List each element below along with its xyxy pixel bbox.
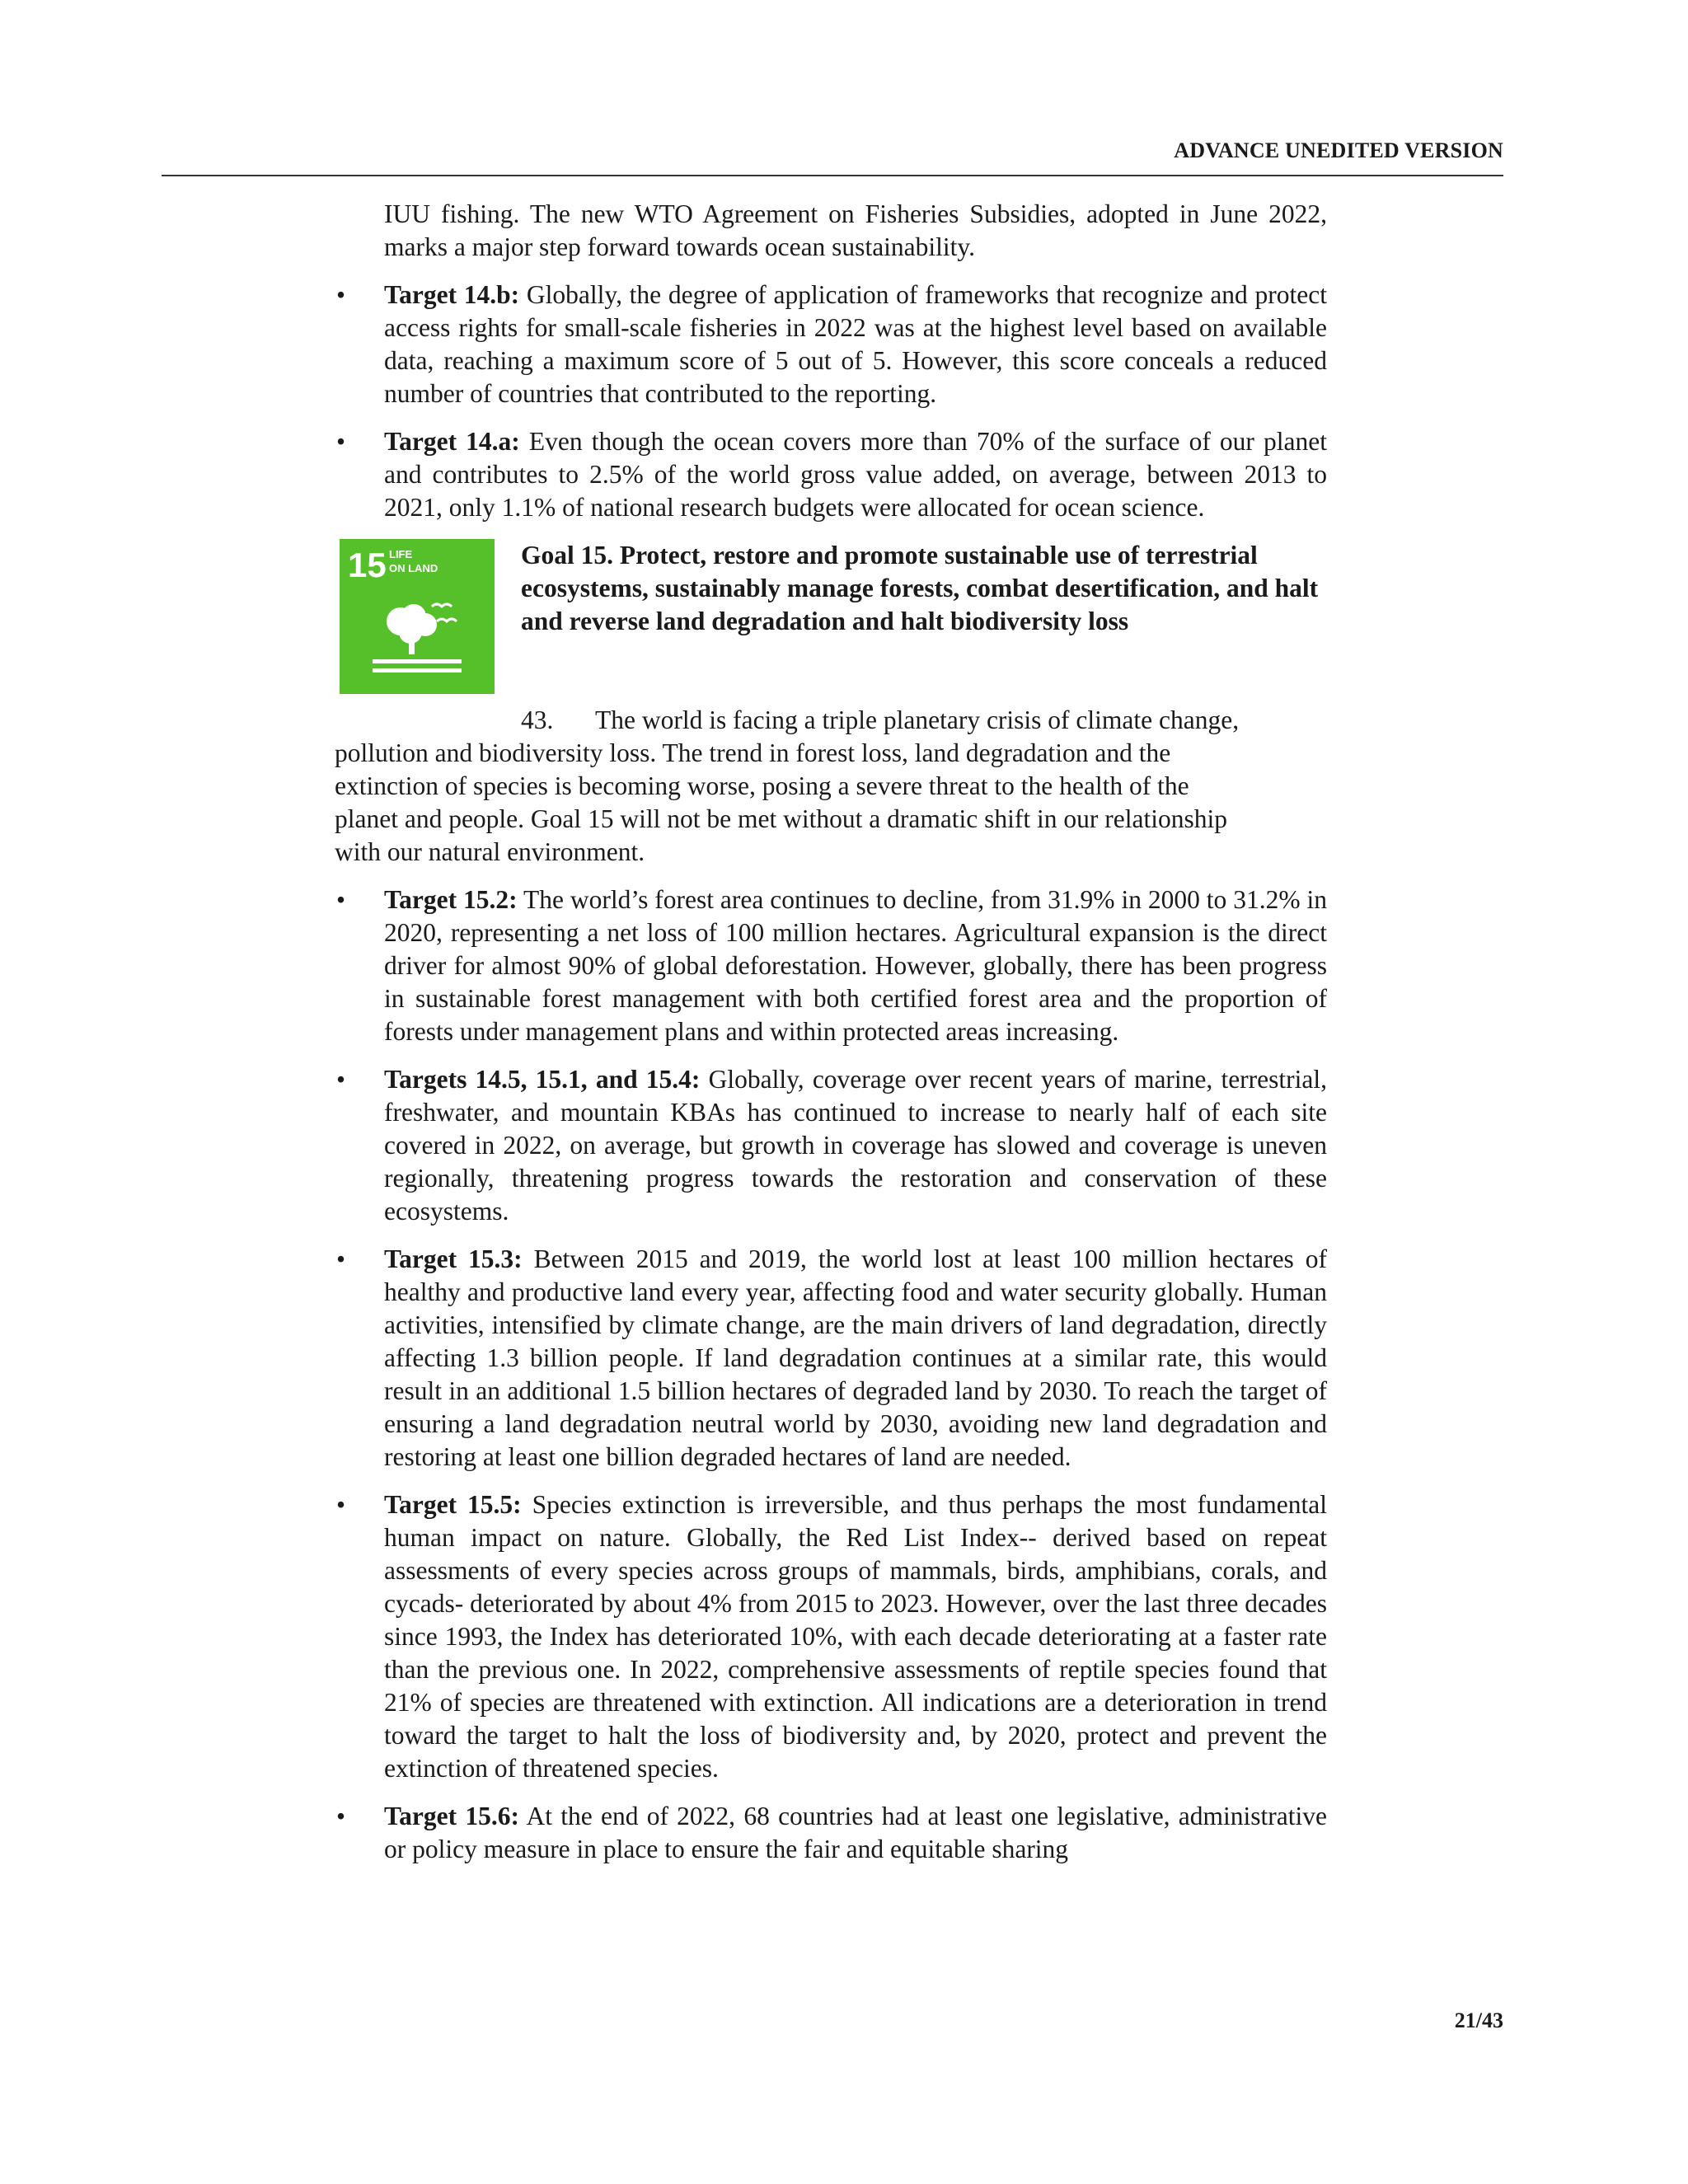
bullet-dot: • xyxy=(336,885,346,914)
goal-15-title: Goal 15. Protect, restore and promote sustainable use of terrestrial ecosystems, sustainably manage forests, combat desertification, and halt and reverse land degradation and halt biodiversity loss xyxy=(521,541,1319,635)
bullet-label: Target 14.b: xyxy=(384,280,520,309)
paragraph-43-rest: pollution and biodiversity loss. The trend in forest loss, land degradation and the extinction of species is becoming worse, posing a severe threat to the health of the planet and people. Goal 15 will not be met without a dramatic shift in our relationship with our natural environment. xyxy=(335,738,1227,866)
lower-block xyxy=(335,737,1327,1866)
bullet-dot: • xyxy=(336,427,346,456)
continuation-paragraph: IUU fishing. The new WTO Agreement on Fisheries Subsidies, adopted in June 2022, marks a major step forward towards ocean sustainability. xyxy=(384,199,1327,261)
bullet-text: Between 2015 and 2019, the world lost at least 100 million hectares of healthy and productive land every year, affecting food and water security globally. Human activities, intensified by climate change, are the main drivers of land degradation, directly affecting 1.3 billion people. If land degradation continues at a similar rate, this would result in an additional 1.5 billion hectares of degraded land by 2030. To reach the target of ensuring a land degradation neutral world by 2030, avoiding new land degradation and restoring at least one billion degraded hectares of land are needed. xyxy=(384,1244,1327,1471)
bullet-label: Target 15.5: xyxy=(384,1490,522,1519)
page-number: 21/43 xyxy=(1454,2008,1503,2032)
bullet-dot: • xyxy=(336,1802,346,1830)
goal-15-heading-row xyxy=(335,539,1327,704)
bullet-target-15-6 xyxy=(335,1800,1327,1866)
bullet-label: Target 14.a: xyxy=(384,427,520,456)
main-column xyxy=(335,198,1327,737)
sdg-15-life-on-land-icon xyxy=(340,539,495,694)
bullet-dot: • xyxy=(336,1244,346,1273)
bullet-target-14b xyxy=(335,279,1327,410)
bullet-target-14a xyxy=(335,425,1327,524)
bullet-dot: • xyxy=(336,280,346,309)
bullet-label: Target 15.3: xyxy=(384,1244,523,1273)
paragraph-43 xyxy=(335,704,1327,737)
bullet-text: Globally, coverage over recent years of marine, terrestrial, freshwater, and mountain KBAs has continued to increase to nearly half of each site covered in 2022, on average, but growth in coverage has slowed and coverage is uneven regionally, threatening progress towards the restoration and conservation of these ecosystems. xyxy=(384,1065,1328,1226)
bullet-text: Species extinction is irreversible, and thus perhaps the most fundamental human impact on nature. Globally, the Red List Index-- derived based on repeat assessments of every species across groups of mammals, birds, amphibians, corals, and cycads- deteriorated by about 4% from 2015 to 2023. However, over the last three decades since 1993, the Index has deteriorated 10%, with each decade deteriorating at a faster rate than the previous one. In 2022, comprehensive assessments of reptile species found that 21% of species are threatened with extinction. All indications are a deterioration in trend toward the target to halt the loss of biodiversity and, by 2020, protect and prevent the extinction of threatened species. xyxy=(384,1490,1327,1783)
bullet-text: Even though the ocean covers more than 70% of the surface of our planet and contributes to 2.5% of the world gross value added, on average, between 2013 to 2021, only 1.1% of national research budgets were allocated for ocean science. xyxy=(384,427,1327,522)
bullet-target-15-2 xyxy=(335,883,1327,1048)
bullet-dot: • xyxy=(336,1065,346,1094)
sdg-label-line2: ON LAND xyxy=(389,562,438,574)
sdg-label-line1: LIFE xyxy=(389,548,413,560)
bullet-label: Targets 14.5, 15.1, and 15.4: xyxy=(384,1065,701,1094)
bullet-label: Target 15.2: xyxy=(384,885,518,914)
bullet-target-15-3 xyxy=(335,1243,1327,1474)
bullet-text: At the end of 2022, 68 countries had at least one legislative, administrative or policy measure in place to ensure the fair and equitable sharing xyxy=(384,1802,1328,1863)
header-rule xyxy=(162,175,1503,176)
bullet-targets-14-5-15-1-15-4 xyxy=(335,1063,1327,1228)
sdg-number: 15 xyxy=(348,546,387,584)
paragraph-43-first-line: The world is facing a triple planetary crisis of climate change, xyxy=(595,705,1240,734)
running-header: ADVANCE UNEDITED VERSION xyxy=(1174,138,1503,162)
bullet-text: Globally, the degree of application of frameworks that recognize and protect access rights for small-scale fisheries in 2022 was at the highest level based on available data, reaching a maximum score of 5 out of 5. However, this score conceals a reduced number of countries that contributed to the reporting. xyxy=(384,280,1327,408)
bullet-label: Target 15.6: xyxy=(384,1802,519,1830)
bullet-target-15-5 xyxy=(335,1488,1327,1785)
bullet-text: The world’s forest area continues to decline, from 31.9% in 2000 to 31.2% in 2020, representing a net loss of 100 million hectares. Agricultural expansion is the direct driver for almost 90% of global deforestation. However, globally, there has been progress in sustainable forest management with both certified forest area and the proportion of forests under management plans and within protected areas increasing. xyxy=(384,885,1327,1046)
paragraph-number: 43. xyxy=(521,705,554,734)
bullet-dot: • xyxy=(336,1490,346,1519)
